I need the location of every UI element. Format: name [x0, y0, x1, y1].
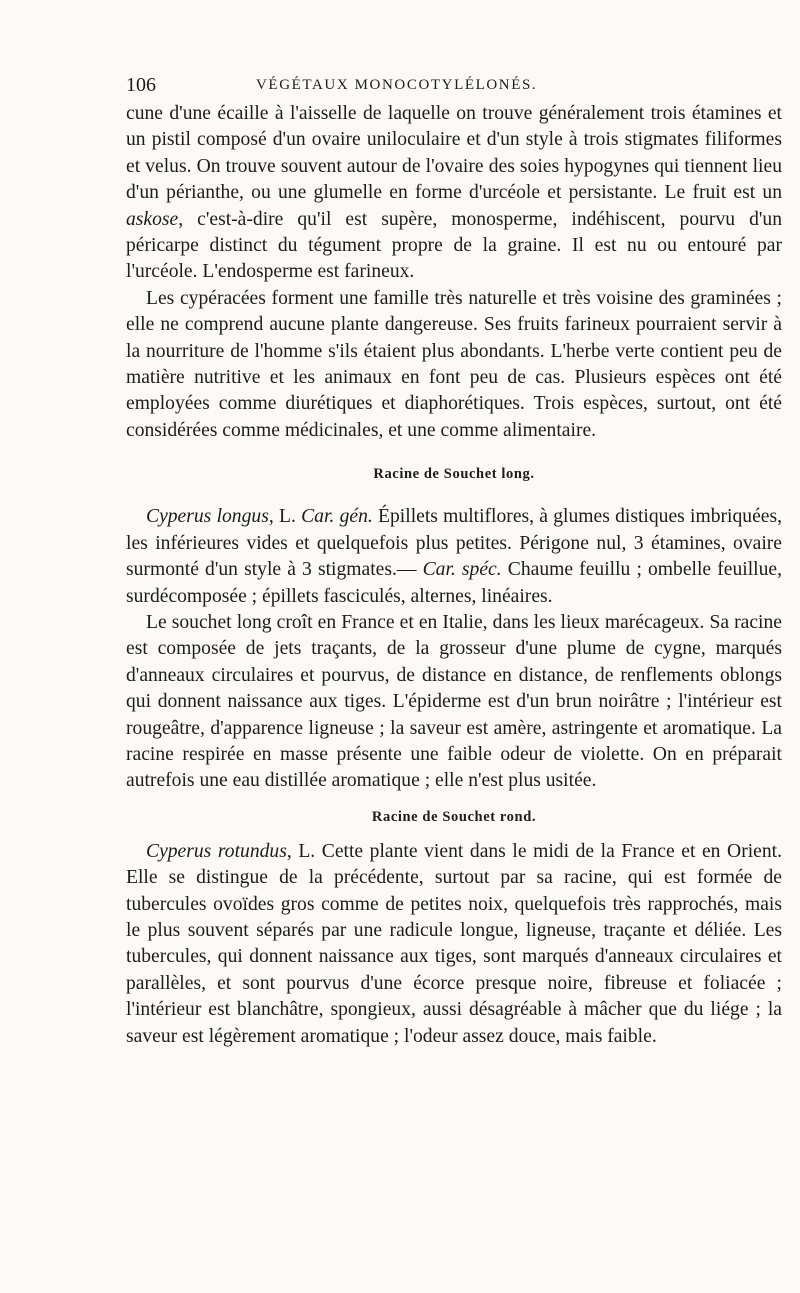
- paragraph-text: , L. Cette plante vient dans le midi de la France et en Orient. Elle se distingue de la précédente, surtout par sa racine, qui est formée de tubercules ovoïdes gros comme de petites noix, quelquefois très rapprochés, mais le plus souvent séparés par une radicule longue, ligneuse, traçante et déliée. Les tubercules, qui donnent naissance aux tiges, sont marqués d'anneaux circulaires et parallèles, et sont pourvus d'une écorce presque noire, fibreuse et foliacée ; l'intérieur est blanchâtre, spongieux, aussi désagréable à mâcher que du liége ; la saveur est légèrement aromatique ; l'odeur assez douce, mais faible.: [126, 840, 783, 1047]
- body-text: [126, 101, 782, 1050]
- page-number: 106: [126, 74, 156, 96]
- paragraph-text: Chaume feuillu ; ombelle feuillue, surdécomposée ; épillets fasciculés, alternes, linéaires.: [126, 559, 782, 607]
- running-head: [126, 74, 782, 100]
- paragraph-cyperaceae: Les cypéracées forment une famille très naturelle et très voisine des graminées ; elle ne comprend aucune plante dangereuse. Ses fruits farineux pourraient servir à la nourriture de l'homme s'ils étaient plus abondants. L'herbe verte contient peu de matière nutritive et les animaux en font peu de cas. Plusieurs espèces ont été employées comme diurétiques et diaphorétiques. Trois espèces, surtout, ont été considérées comme médicinales, et une comme alimentaire.: [126, 287, 782, 441]
- section-heading-souchet-rond: Racine de Souchet rond.: [371, 808, 537, 825]
- paragraph-souchet-long: Le souchet long croît en France et en Italie, dans les lieux marécageux. Sa racine est composée de jets traçants, de la grosseur d'une plume de cygne, marqués d'anneaux circulaires et pourvus, de distance en distance, de renflements oblongs qui donnent naissance aux tiges. L'épiderme est d'un brun noirâtre ; l'intérieur est rougeâtre, d'apparence ligneuse ; la saveur est amère, astringente et aromatique. La racine respirée en masse présente une faible odeur de violette. On en préparait autrefois une eau distillée aromatique ; elle n'est plus usitée.: [126, 611, 782, 792]
- paragraph-text: Épillets multiflores, à glumes distiques imbriquées, les inférieures vides et quelquefois plus petites. Périgone nul, 3 étamines, ovaire surmonté d'un style à 3 stigmates.—: [126, 506, 782, 581]
- italic-term: Car. gén.: [301, 506, 373, 528]
- running-title: VÉGÉTAUX MONOCOTYLÉLONÉS.: [256, 77, 538, 93]
- paragraph-text: , c'est-à-dire qu'il est supère, monosperme, indéhiscent, pourvu d'un péricarpe distinct du tégument propre de la graine. Il est nu ou entouré par l'urcéole. L'endosperme est farineux.: [126, 208, 782, 283]
- italic-term: askose: [126, 208, 179, 230]
- paragraph-cyperus-rotundus: [126, 839, 782, 1050]
- species-name: Cyperus longus: [146, 506, 269, 528]
- paragraph-continued: [126, 101, 782, 286]
- section-heading-souchet-long: Racine de Souchet long.: [373, 466, 535, 483]
- italic-term: Car. spéc.: [422, 559, 502, 581]
- paragraph-cyperus-longus: [126, 504, 782, 610]
- species-name: Cyperus rotundus: [146, 840, 287, 862]
- paragraph-text: cune d'une écaille à l'aisselle de laquelle on trouve généralement trois étamines et un pistil composé d'un ovaire uniloculaire et d'un style à trois stigmates filiformes et velus. On trouve souvent autour de l'ovaire des soies hypogynes qui tiennent lieu d'un périanthe, ou une glumelle en forme d'urcéole et persistante. Le fruit est un: [126, 103, 782, 204]
- paragraph-text: , L.: [268, 506, 302, 528]
